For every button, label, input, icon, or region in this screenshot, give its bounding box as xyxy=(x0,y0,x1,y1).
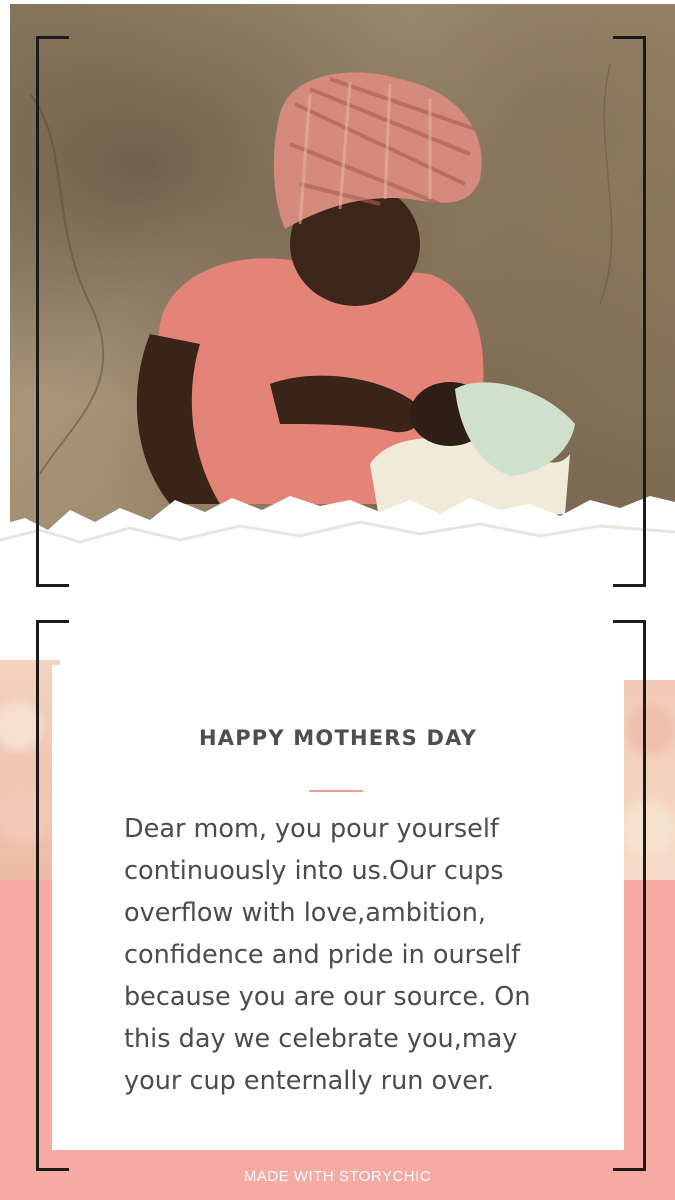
message-line: overflow with love,ambition, xyxy=(124,898,486,928)
heading-divider xyxy=(309,790,363,792)
message-line: your cup enternally run over. xyxy=(124,1066,495,1096)
message-line: continuously into us.Our cups xyxy=(124,856,504,886)
frame-bracket-bottom-right xyxy=(613,620,646,1171)
message-line: because you are our source. On xyxy=(124,982,531,1012)
message-line: this day we celebrate you,may xyxy=(124,1024,518,1054)
card-message xyxy=(124,808,594,1102)
frame-bracket-top-left xyxy=(36,36,69,587)
message-line: Dear mom, you pour yourself xyxy=(124,814,499,844)
mother-and-baby-illustration xyxy=(10,4,675,544)
mother-and-baby-photo xyxy=(10,4,675,544)
torn-paper-edge xyxy=(0,470,675,670)
message-line: confidence and pride in ourself xyxy=(124,940,521,970)
card-heading: HAPPY MOTHERS DAY xyxy=(198,726,477,750)
watermark-text: MADE WITH STORYCHIC xyxy=(243,1168,432,1185)
frame-bracket-bottom-left xyxy=(36,620,69,1171)
frame-bracket-top-right xyxy=(613,36,646,587)
